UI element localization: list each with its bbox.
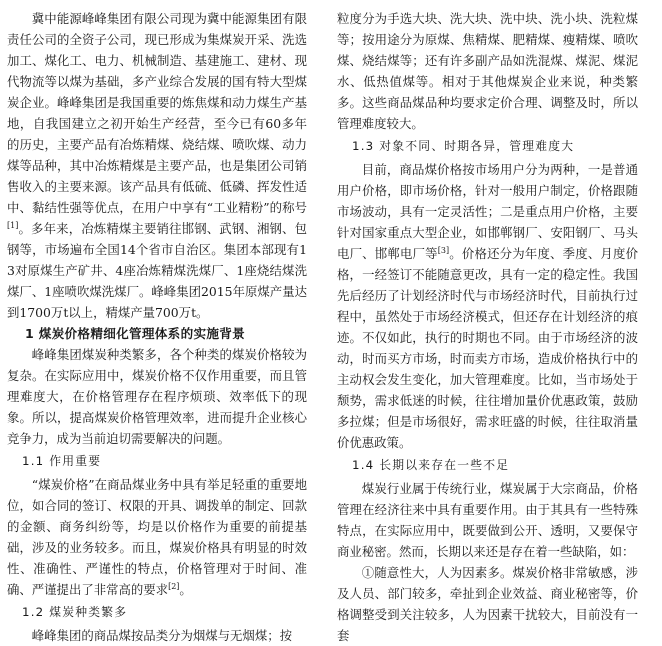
subsection-heading-1-4: 1.4 长期以来存在一些不足 [352, 458, 510, 472]
paragraph-text: 目前，商品煤价格按市场用户分为两种，一是普通用户价格，即市场价格，针对一般用户制定，价格跟随市场波动，具有一定灵活性；二是重点用户价格，主要针对国家重点大型企业，如邯郸钢厂、安阳钢厂、马头电厂、邯郸电厂等 [337, 162, 638, 261]
paragraph-text: 。 [179, 582, 192, 597]
paragraph-text: 。多年来，冶炼精煤主要销往邯钢、武钢、湘钢、包钢等，市场遍布全国14个省市自治区。集团本部现有13对原煤生产矿井、4座冶炼精煤洗煤厂、1座烧结煤洗煤厂、1座喷吹煤洗煤厂。峰峰集团2015年原煤产量达到1700万t以上，精煤产量700万t。 [7, 221, 307, 320]
paragraph-text: “煤炭价格”在商品煤业务中具有举足轻重的重要地位，如合同的签订、权限的开具、调拨单的制定、回款的金额、商务纠纷等，均是以价格作为重要的前提基础，涉及的业务较多。而且，煤炭价格具有明显的时效性、准确性、严谨性的特点，价格管理对于时间、准确、严谨提出了非常高的要求 [7, 477, 307, 597]
subsection-heading-1-2: 1.2 煤炭种类繁多 [22, 605, 128, 619]
paragraph-market-prices [337, 159, 638, 453]
paragraph-text: 冀中能源峰峰集团有限公司现为冀中能源集团有限责任公司的全资子公司，现已形成为集煤炭开采、洗选加工、煤化工、电力、机械制造、基建施工、建材、现代物流等以煤为基础，多产业综合发展的国有特大型煤炭企业。峰峰集团是我国重要的炼焦煤和动力煤生产基地，自我国建立之初开始生产经营，至今已有60多年的历史，主要产品有冶炼精煤、烧结煤、喷吹煤、动力煤等品种，其中冶炼精煤是主要产品，也是集团公司销售收入的主要来源。该产品具有低硫、低磷、挥发性适中、黏结性强等优点，在用户中享有“工业精粉”的称号 [7, 11, 307, 215]
left-column [7, 8, 307, 646]
citation-ref: [1] [7, 220, 19, 230]
paragraph-background: 峰峰集团煤炭种类繁多，各个种类的煤炭价格较为复杂。在实际应用中，煤炭价格不仅作用重要，而且管理难度大，在价格管理存在程序烦琐、效率低下的现象。所以，提高煤炭价格管理效率，进而提升企业核心竞争力，成为当前迫切需要解决的问题。 [7, 347, 307, 446]
paragraph-coal-types-cont: 粒度分为手选大块、洗大块、洗中块、洗小块、洗粒煤等；按用途分为原煤、焦精煤、肥精煤、瘦精煤、喷吹煤、烧结煤等；还有许多副产品如洗混煤、煤泥、煤泥水、低热值煤等。相对于其他煤炭企业来说，种类繁多。这些商品煤品种均要求定价合理、调整及时，所以管理难度较大。 [337, 11, 638, 131]
subsection-heading-1-1: 1.1 作用重要 [22, 454, 102, 468]
citation-ref: [3] [437, 245, 450, 255]
paragraph-shortcoming-1: ①随意性大，人为因素多。煤炭价格非常敏感，涉及人员、部门较多，牵扯到企业效益、商业秘密等，价格调整受到关注较多，人为因素干扰较大，目前没有一套 [337, 565, 638, 643]
paragraph-coal-types: 峰峰集团的商品煤按品类分为烟煤与无烟煤；按 [31, 628, 292, 643]
subsection-heading-1-3: 1.3 对象不同、时期各异，管理难度大 [352, 139, 575, 153]
section-heading-1: 1 煤炭价格精细化管理体系的实施背景 [25, 326, 246, 341]
paragraph-shortcomings: 煤炭行业属于传统行业，煤炭属于大宗商品，价格管理在经济往来中具有重要作用。由于其具有一些特殊特点，在实际应用中，既要做到公开、透明，又要保守商业秘密。然而，长期以来还是存在着一些缺陷，如： [337, 481, 638, 559]
paragraph-text: 。价格还分为年度、季度、月度价格，一经签订不能随意更改，具有一定的稳定性。我国先后经历了计划经济时代与市场经济时代，目前执行过程中，虽然处于市场经济模式，但还存在计划经济的痕迹。不仅如此，执行的时期也不同。由于市场经济的波动，时而买方市场，时而卖方市场，造成价格执行中的主动权会发生变化，加大管理难度。比如，当市场处于颓势，需求低迷的时候，往往增加量价优惠政策，鼓励多拉煤；但是市场很好，需求旺盛的时候，往往取消量价优惠政策。 [337, 246, 638, 450]
right-column [337, 8, 638, 646]
paragraph-importance [7, 474, 307, 600]
paragraph-company-intro [7, 8, 307, 323]
citation-ref: [2] [168, 581, 180, 591]
